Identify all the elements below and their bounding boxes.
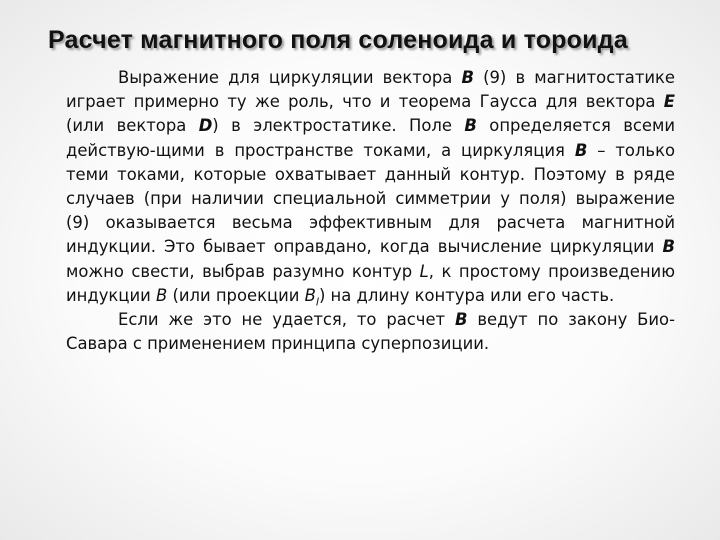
vector-symbol-e: E (663, 92, 675, 112)
text-run: Если же это не удается, то расчет (118, 310, 455, 330)
vector-symbol-b: B (461, 68, 474, 87)
projection-symbol-bl (304, 285, 319, 309)
induction-symbol-b: B (155, 285, 168, 305)
text-run: ) в электростатике. Поле (212, 116, 465, 136)
vector-symbol-b: B (454, 310, 468, 330)
projection-subscript: l (315, 295, 319, 309)
text-run: (9) в магнитостатике играет примерно ту же роль, что и теорема Гаусса для вектора (66, 68, 675, 112)
slide-body (66, 66, 675, 356)
vector-symbol-b: B (574, 140, 588, 160)
contour-symbol-l: L (419, 261, 429, 281)
text-run: можно свести, выбрав разумно контур (66, 261, 420, 281)
text-run: – только теми токами, которые охватывает данный контур. Поэтому в ряде случаев (при наличии специальной симметрии у поля) выражение (9) оказывается весьма эффективным для расчета магнитной индукции. Это бывает оправдано, когда вычисление циркуляции (66, 140, 675, 257)
text-run: (или вектора (66, 116, 199, 136)
paragraph-circulation (66, 66, 675, 308)
text-run: , к простому произведению индукции (66, 261, 675, 305)
text-run: ) на длину контура или его часть. (318, 285, 615, 305)
vector-symbol-b: B (464, 116, 477, 136)
text-run: определяется всеми действую-щими в пространстве токами, а циркуляция (66, 116, 675, 160)
text-run: Выражение для циркуляции вектора (118, 68, 462, 87)
slide-title: Расчет магнитного поля соленоида и тороида (48, 26, 628, 54)
text-run: ведут по закону Био-Савара с применением принципа суперпозиции. (66, 310, 675, 354)
projection-base: B (304, 285, 316, 305)
text-run: (или проекции (167, 285, 305, 305)
vector-symbol-d: D (198, 116, 213, 136)
paragraph-biot-savart (66, 308, 675, 356)
vector-symbol-b: B (662, 237, 675, 257)
